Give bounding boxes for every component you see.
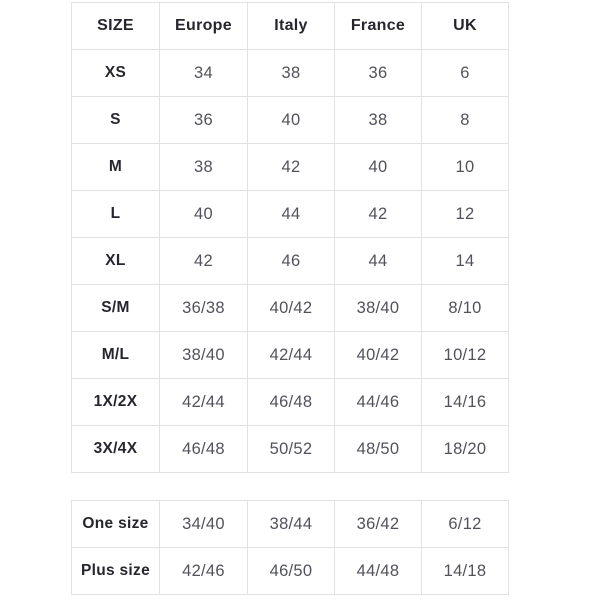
table-row-ml — [72, 332, 509, 379]
special-sizes-table — [71, 500, 509, 595]
size-label-cell: L — [72, 191, 160, 238]
size-label-cell: XS — [72, 50, 160, 97]
value-cell: 36 — [160, 97, 248, 144]
size-label-cell: One size — [72, 501, 160, 548]
header-row — [72, 3, 509, 50]
value-cell: 34 — [160, 50, 248, 97]
value-cell: 50/52 — [248, 426, 335, 473]
header-cell-europe: Europe — [160, 3, 248, 50]
value-cell: 44 — [248, 191, 335, 238]
value-cell: 38 — [335, 97, 422, 144]
table-row-one-size — [72, 501, 509, 548]
value-cell: 38 — [248, 50, 335, 97]
size-label-cell: 3X/4X — [72, 426, 160, 473]
table-row-xs — [72, 50, 509, 97]
value-cell: 42 — [248, 144, 335, 191]
value-cell: 6 — [422, 50, 509, 97]
value-cell: 44/48 — [335, 548, 422, 595]
value-cell: 40/42 — [248, 285, 335, 332]
size-label-cell: M/L — [72, 332, 160, 379]
value-cell: 8/10 — [422, 285, 509, 332]
size-label-cell: 1X/2X — [72, 379, 160, 426]
value-cell: 44/46 — [335, 379, 422, 426]
value-cell: 14/16 — [422, 379, 509, 426]
table-row-plus-size — [72, 548, 509, 595]
table-row-m — [72, 144, 509, 191]
value-cell: 40 — [248, 97, 335, 144]
value-cell: 40 — [335, 144, 422, 191]
value-cell: 46/48 — [160, 426, 248, 473]
value-cell: 6/12 — [422, 501, 509, 548]
size-label-cell: S — [72, 97, 160, 144]
header-cell-size: SIZE — [72, 3, 160, 50]
value-cell: 46 — [248, 238, 335, 285]
value-cell: 42/46 — [160, 548, 248, 595]
value-cell: 42/44 — [248, 332, 335, 379]
value-cell: 46/50 — [248, 548, 335, 595]
table-row-l — [72, 191, 509, 238]
table-row-xl — [72, 238, 509, 285]
table-row-s — [72, 97, 509, 144]
value-cell: 34/40 — [160, 501, 248, 548]
value-cell: 38 — [160, 144, 248, 191]
header-cell-france: France — [335, 3, 422, 50]
value-cell: 12 — [422, 191, 509, 238]
value-cell: 18/20 — [422, 426, 509, 473]
value-cell: 14/18 — [422, 548, 509, 595]
value-cell: 10/12 — [422, 332, 509, 379]
value-cell: 44 — [335, 238, 422, 285]
value-cell: 48/50 — [335, 426, 422, 473]
value-cell: 38/44 — [248, 501, 335, 548]
size-label-cell: S/M — [72, 285, 160, 332]
size-conversion-table — [71, 2, 509, 473]
size-label-cell: XL — [72, 238, 160, 285]
value-cell: 42 — [160, 238, 248, 285]
value-cell: 36 — [335, 50, 422, 97]
value-cell: 36/42 — [335, 501, 422, 548]
value-cell: 38/40 — [335, 285, 422, 332]
header-cell-italy: Italy — [248, 3, 335, 50]
value-cell: 42 — [335, 191, 422, 238]
value-cell: 10 — [422, 144, 509, 191]
value-cell: 36/38 — [160, 285, 248, 332]
value-cell: 42/44 — [160, 379, 248, 426]
value-cell: 40/42 — [335, 332, 422, 379]
value-cell: 14 — [422, 238, 509, 285]
table-row-sm — [72, 285, 509, 332]
value-cell: 40 — [160, 191, 248, 238]
header-cell-uk: UK — [422, 3, 509, 50]
value-cell: 46/48 — [248, 379, 335, 426]
size-label-cell: M — [72, 144, 160, 191]
value-cell: 8 — [422, 97, 509, 144]
table-row-1x2x — [72, 379, 509, 426]
value-cell: 38/40 — [160, 332, 248, 379]
table-row-3x4x — [72, 426, 509, 473]
size-label-cell: Plus size — [72, 548, 160, 595]
